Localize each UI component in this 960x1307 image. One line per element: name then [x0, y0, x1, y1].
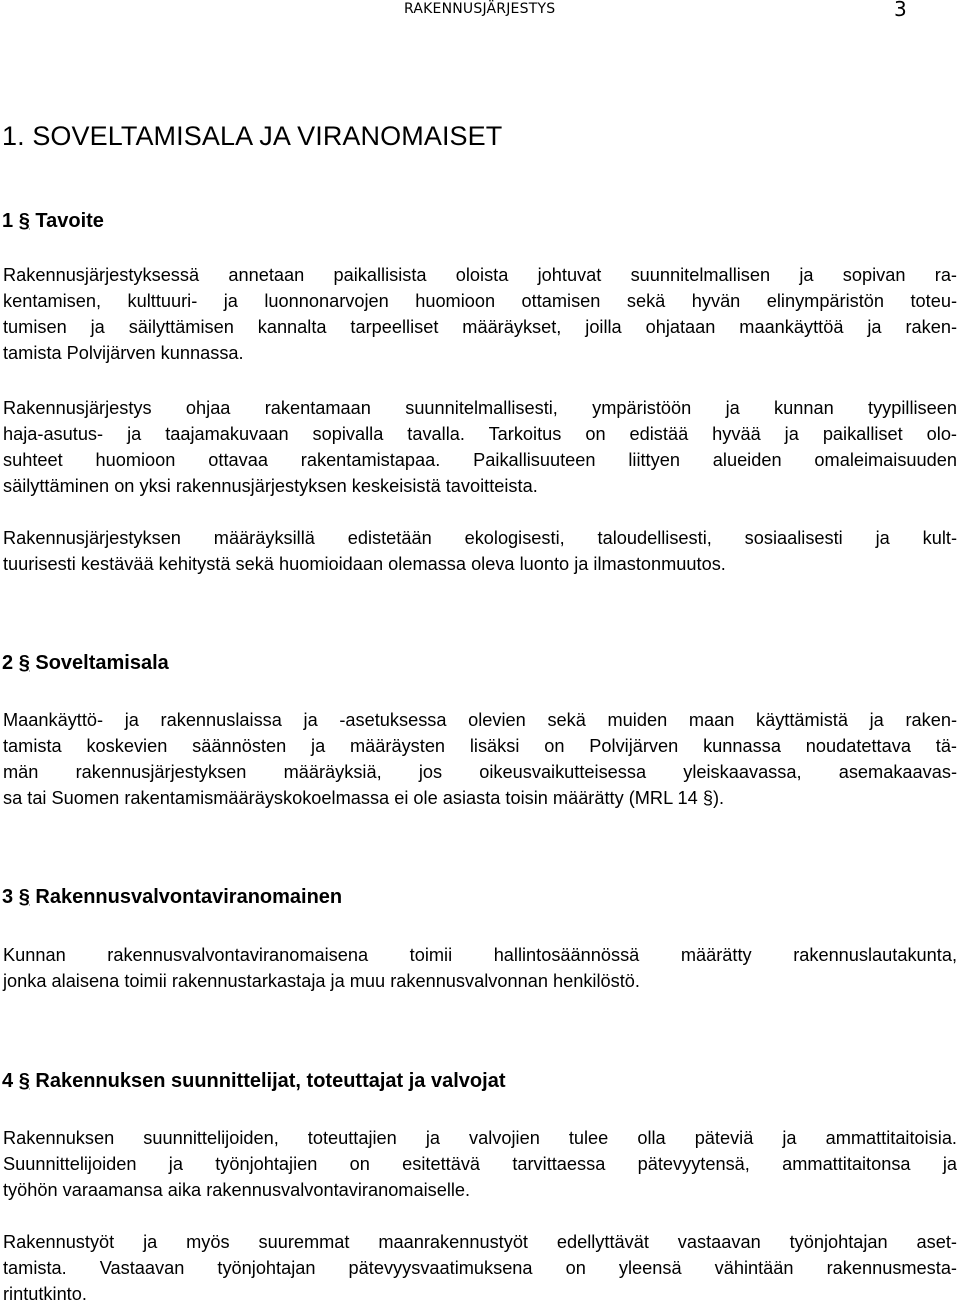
text-line: säilyttäminen on yksi rakennusjärjestyksen keskeisistä tavoitteista. — [3, 476, 538, 496]
section-4-heading — [2, 1070, 505, 1093]
text-line: män rakennusjärjestyksen määräyksiä, jos oikeusvaikutteisessa yleiskaavassa, asemakaavas- — [3, 762, 957, 782]
header-title: RAKENNUSJÄRJESTYS — [404, 1, 556, 17]
section-number: 4 — [2, 1070, 14, 1092]
text-line: jonka alaisena toimii rakennustarkastaja ja muu rakennusvalvonnan henkilöstö. — [3, 971, 640, 991]
section-1-paragraph-2 — [3, 395, 957, 499]
text-line: tumisen ja säilyttämisen kannalta tarpeelliset määräykset, joilla ohjataan maankäyttöä ja raken- — [3, 317, 957, 337]
section-1-paragraph-1 — [3, 262, 957, 366]
text-line: työhön varaamansa aika rakennusvalvontaviranomaiselle. — [3, 1180, 471, 1200]
section-mark: § — [18, 886, 30, 908]
section-3-heading — [2, 886, 342, 909]
text-line: tuurisesti kestävää kehitystä sekä huomioidaan olemassa oleva luonto ja ilmastonmuutos. — [3, 554, 726, 574]
section-title: Rakennuksen suunnittelijat, toteuttajat ja valvojat — [35, 1070, 506, 1092]
section-title: Rakennusvalvontaviranomainen — [35, 886, 343, 908]
section-title: Tavoite — [35, 210, 104, 232]
section-3-paragraph-1 — [3, 942, 957, 994]
text-line: Kunnan rakennusvalvontaviranomaisena toimii hallintosäännössä määrätty rakennuslautakunta, — [3, 945, 957, 965]
section-number: 1 — [2, 210, 14, 232]
text-line: Rakennuksen suunnittelijoiden, toteuttajien ja valvojien tulee olla päteviä ja ammattitaitoisia. — [3, 1128, 957, 1148]
text-line: suhteet huomioon ottavaa rakentamistapaa. Paikallisuuteen liittyen alueiden omaleimaisuuden — [3, 450, 957, 470]
chapter-title: 1. SOVELTAMISALA JA VIRANOMAISET — [2, 121, 503, 151]
section-number: 3 — [2, 886, 14, 908]
section-number: 2 — [2, 652, 14, 674]
page-number: 3 — [894, 0, 907, 21]
text-line: haja-asutus- ja taajamakuvaan sopivalla tavalla. Tarkoitus on edistää hyvää ja paikalliset olo- — [3, 424, 957, 444]
section-mark: § — [18, 652, 30, 674]
text-line: Rakennusjärjestyksessä annetaan paikallisista oloista johtuvat suunnitelmallisen ja sopivan ra- — [3, 265, 957, 285]
text-line: tamista koskevien säännösten ja määräysten lisäksi on Polvijärven kunnassa noudatettava tä- — [3, 736, 957, 756]
section-mark: § — [18, 210, 30, 232]
text-line: sa tai Suomen rakentamismääräyskokoelmassa ei ole asiasta toisin määrätty (MRL 14 §). — [3, 788, 725, 808]
page-header — [0, 0, 960, 26]
text-line: Rakennustyöt ja myös suuremmat maanrakennustyöt edellyttävät vastaavan työnjohtajan aset- — [3, 1232, 957, 1252]
text-line: tamista Polvijärven kunnassa. — [3, 343, 244, 363]
section-mark: § — [18, 1070, 30, 1092]
text-line: tamista. Vastaavan työnjohtajan pätevyysvaatimuksena on yleensä vähintään rakennusmesta- — [3, 1258, 957, 1278]
text-line: rintutkinto. — [3, 1284, 87, 1304]
section-4-paragraph-2 — [3, 1229, 957, 1307]
section-title: Soveltamisala — [35, 652, 169, 674]
section-2-heading — [2, 652, 169, 675]
section-4-paragraph-1 — [3, 1125, 957, 1203]
section-1-paragraph-3 — [3, 525, 957, 577]
text-line: Maankäyttö- ja rakennuslaissa ja -asetuksessa olevien sekä muiden maan käyttämistä ja raken- — [3, 710, 957, 730]
text-line: Rakennusjärjestys ohjaa rakentamaan suunnitelmallisesti, ympäristöön ja kunnan tyypilliseen — [3, 398, 957, 418]
text-line: Rakennusjärjestyksen määräyksillä edistetään ekologisesti, taloudellisesti, sosiaalisesti ja kult- — [3, 528, 957, 548]
section-1-heading — [2, 210, 104, 233]
section-2-paragraph-1 — [3, 707, 957, 811]
text-line: Suunnittelijoiden ja työnjohtajien on esitettävä tarvittaessa pätevyytensä, ammattitaitonsa ja — [3, 1154, 957, 1174]
text-line: kentamisen, kulttuuri- ja luonnonarvojen huomioon ottamisen sekä hyvän elinympäristön toteu- — [3, 291, 957, 311]
